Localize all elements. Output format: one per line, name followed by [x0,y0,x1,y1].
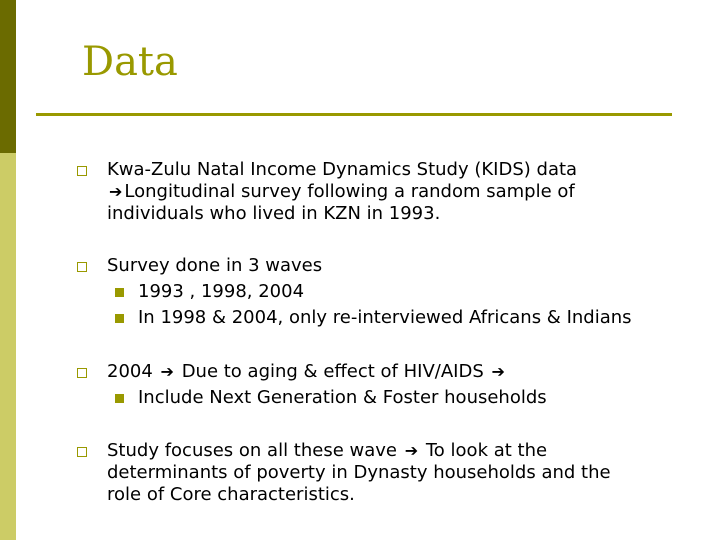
bullet-square-icon [77,447,87,457]
slide-title: Data [82,39,178,85]
bullet-2-line-1: Survey done in 3 waves [107,255,323,276]
bullet-1-line-1: Kwa-Zulu Natal Income Dynamics Study (KIDS) data [107,159,578,180]
sub-bullet-square-icon [115,394,124,403]
sub-bullet-text: 1993 , 1998, 2004 [138,281,305,302]
bullet-4-text [107,440,611,506]
side-bar-dark [0,0,16,153]
right-arrow-icon: ➔ [160,362,174,381]
sub-bullet-text: In 1998 & 2004, only re-interviewed Africans & Indians [138,307,632,328]
bullet-square-icon [77,368,87,378]
bullet-2-text [107,255,322,277]
bullet-square-icon [77,262,87,272]
sub-bullet-square-icon [115,314,124,323]
right-arrow-icon: ➔ [404,441,419,460]
sub-bullet-square-icon [115,288,124,297]
title-underline [36,113,672,116]
bullet-1-text [107,159,577,225]
bullet-1-line-3: individuals who lived in KZN in 1993. [107,203,441,224]
bullet-4-part-2: To look at the [425,440,548,461]
bullet-4-line-3: role of Core characteristics. [107,484,355,505]
bullet-1-line-2 [107,181,577,203]
bullet-3-line-1 [107,361,507,383]
bullet-4-line-2: determinants of poverty in Dynasty households and the [107,462,611,483]
right-arrow-icon: ➔ [109,182,123,201]
right-arrow-icon: ➔ [491,362,505,381]
side-bar-light [0,153,16,540]
bullet-4-line-1 [107,440,611,462]
sub-bullet-text: Include Next Generation & Foster households [138,387,547,408]
bullet-3-reason: Due to aging & effect of HIV/AIDS [181,361,484,382]
bullet-1-line-2-text: Longitudinal survey following a random sample of [124,181,575,202]
bullet-square-icon [77,166,87,176]
bullet-3-text [107,361,507,383]
bullet-3-year: 2004 [107,361,153,382]
bullet-4-part-1: Study focuses on all these wave [107,440,397,461]
